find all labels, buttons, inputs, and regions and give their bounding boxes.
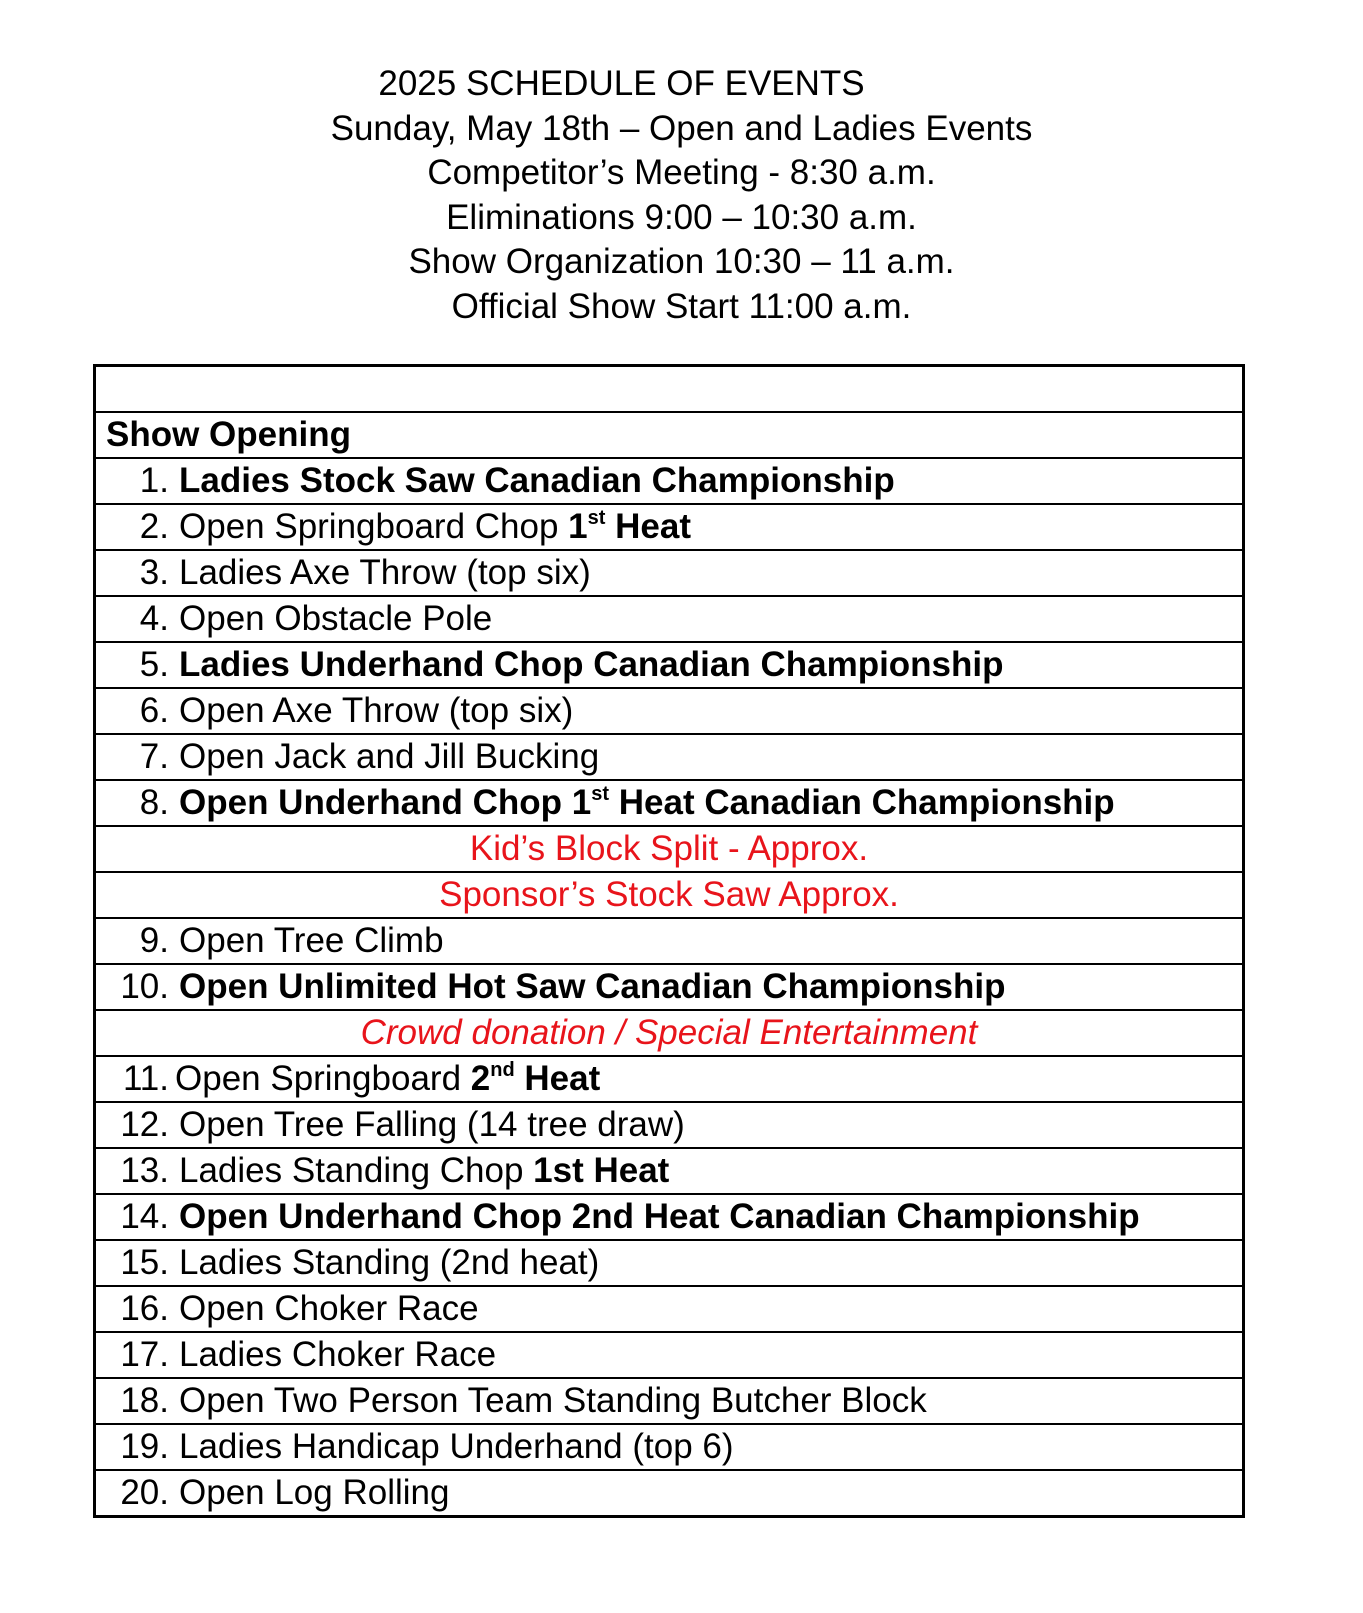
table-row [96, 781, 1242, 827]
empty-header-row [96, 367, 1242, 413]
table-row [96, 1471, 1242, 1515]
table-row [96, 1241, 1242, 1287]
table-row [96, 1057, 1242, 1103]
intermission-text: Sponsor’s Stock Saw Approx. [439, 875, 899, 914]
event-heat-suffix: st [591, 783, 610, 805]
intermission-row [96, 873, 1242, 919]
table-row [96, 965, 1242, 1011]
event-number: 17. [120, 1335, 169, 1374]
event-name: Open Log Rolling [179, 1473, 450, 1512]
show-organization-time: Show Organization 10:30 – 11 a.m. [408, 242, 955, 281]
show-opening-row [96, 413, 1242, 459]
event-number: 18. [120, 1381, 169, 1420]
event-heat-suffix: nd [490, 1059, 515, 1081]
event-number: 20. [120, 1473, 169, 1512]
event-name: Ladies Choker Race [179, 1335, 497, 1374]
table-row [96, 1149, 1242, 1195]
event-name: Open Unlimited Hot Saw Canadian Championship [179, 967, 1006, 1006]
table-row [96, 1333, 1242, 1379]
table-row [96, 643, 1242, 689]
table-row [96, 1103, 1242, 1149]
event-number: 4. [139, 599, 169, 638]
event-name: Open Two Person Team Standing Butcher Block [179, 1381, 927, 1420]
event-name: Open Underhand Chop 2nd Heat Canadian Championship [179, 1197, 1140, 1236]
event-heat-suffix: st [587, 507, 606, 529]
event-name-tail: Heat Canadian Championship [609, 783, 1115, 822]
event-name: Open Jack and Jill Bucking [179, 737, 600, 776]
event-number: 3. [139, 553, 169, 592]
intermission-row [96, 1011, 1242, 1057]
schedule-table [93, 364, 1245, 1518]
event-name: Ladies Axe Throw (top six) [179, 553, 591, 592]
event-number: 16. [120, 1289, 169, 1328]
date-line: Sunday, May 18th – Open and Ladies Events [330, 108, 1033, 148]
event-name: Ladies Stock Saw Canadian Championship [179, 461, 895, 500]
table-row [96, 919, 1242, 965]
intermission-text: Kid’s Block Split - Approx. [469, 829, 869, 868]
event-name: Ladies Standing Chop [179, 1151, 534, 1190]
table-row [96, 1379, 1242, 1425]
event-name: Open Choker Race [179, 1289, 479, 1328]
event-heat-number: 2 [470, 1059, 491, 1098]
event-name: Open Tree Climb [179, 921, 444, 960]
event-number: 12. [120, 1105, 169, 1144]
event-name: Open Axe Throw (top six) [179, 691, 574, 730]
intermission-row [96, 827, 1242, 873]
event-heat-number: 1 [568, 507, 588, 546]
event-name: Open Springboard Chop [179, 507, 569, 546]
table-row [96, 1287, 1242, 1333]
event-name: Ladies Underhand Chop Canadian Championship [179, 645, 1004, 684]
event-number: 2. [139, 507, 169, 546]
event-heat-label: Heat [605, 507, 692, 546]
table-row [96, 505, 1242, 551]
table-row [96, 551, 1242, 597]
event-name: Ladies Standing (2nd heat) [179, 1243, 600, 1282]
event-number: 8. [139, 783, 169, 822]
event-number: 14. [120, 1197, 169, 1236]
schedule-header [0, 62, 1363, 329]
page-title: 2025 SCHEDULE OF EVENTS [378, 64, 865, 103]
table-row [96, 597, 1242, 643]
intermission-text: Crowd donation / Special Entertainment [360, 1013, 978, 1052]
event-number: 7. [139, 737, 169, 776]
table-row [96, 459, 1242, 505]
event-name: Ladies Handicap Underhand (top 6) [179, 1427, 734, 1466]
show-opening-label: Show Opening [106, 415, 351, 454]
eliminations-time: Eliminations 9:00 – 10:30 a.m. [446, 197, 917, 237]
event-number: 9. [139, 921, 169, 960]
event-number: 11. [122, 1059, 169, 1098]
competitors-meeting: Competitor’s Meeting - 8:30 a.m. [427, 153, 936, 192]
table-row [96, 1195, 1242, 1241]
event-number: 6. [139, 691, 169, 730]
event-number: 13. [120, 1151, 169, 1190]
table-row [96, 735, 1242, 781]
event-heat-label: 1st Heat [533, 1151, 670, 1190]
table-row [96, 689, 1242, 735]
event-number: 5. [139, 645, 169, 684]
show-start-time: Official Show Start 11:00 a.m. [451, 286, 912, 326]
event-heat-label: Heat [514, 1059, 601, 1098]
event-name: Open Underhand Chop 1 [179, 783, 592, 822]
event-name: Open Tree Falling (14 tree draw) [179, 1105, 685, 1144]
table-row [96, 1425, 1242, 1471]
event-number: 1. [139, 461, 169, 500]
event-number: 19. [120, 1427, 169, 1466]
event-name: Open Springboard [175, 1059, 471, 1098]
event-number: 10. [120, 967, 169, 1006]
event-name: Open Obstacle Pole [179, 599, 493, 638]
event-number: 15. [120, 1243, 169, 1282]
